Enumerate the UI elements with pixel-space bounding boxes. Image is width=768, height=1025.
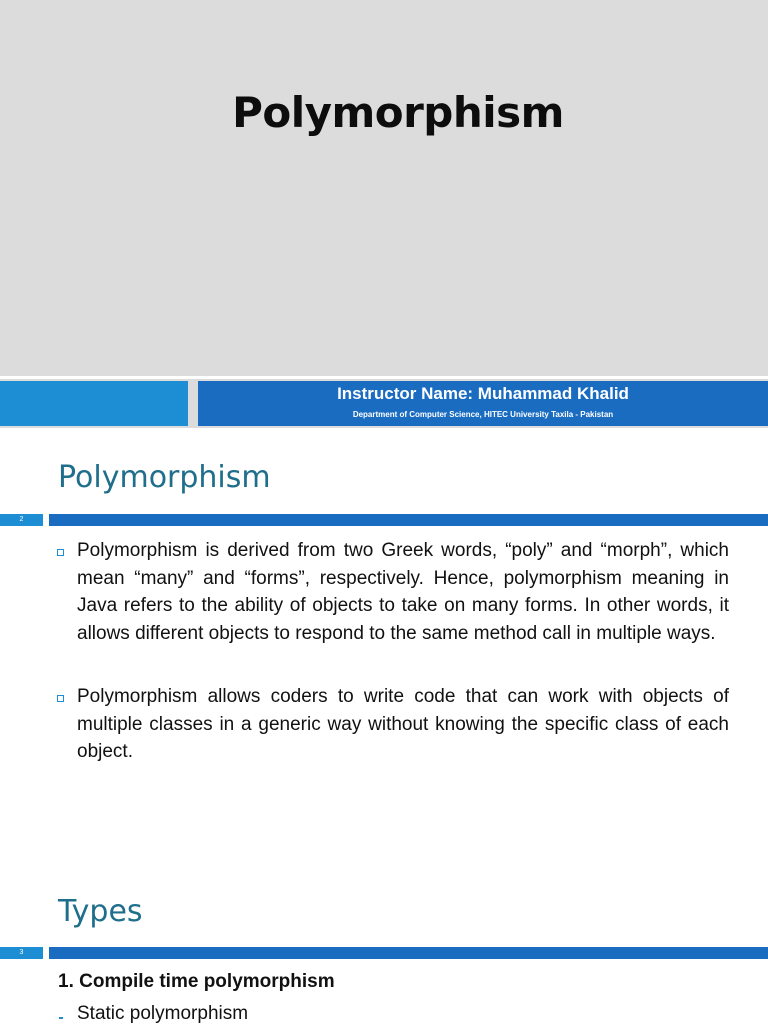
list-subitem: Static polymorphism — [77, 1003, 249, 1024]
heading-bar — [49, 514, 768, 526]
list-item: 1. Compile time polymorphism — [58, 971, 335, 992]
title-slide — [0, 0, 768, 428]
slide-number: 3 — [0, 947, 43, 959]
bullet-text: Polymorphism is derived from two Greek words, “poly” and “morph”, which mean “many” and “forms”, respectively. Hence, polymorphism meaning in Java refers to the ability of objects to take on many forms. In other words, it allows different objects to respond to the same method call in multiple ways. — [77, 540, 729, 644]
bullet-square-icon — [57, 549, 64, 556]
bullet-square-icon — [57, 695, 64, 702]
bullet-text: Polymorphism allows coders to write code that can work with objects of multiple classes in a generic way without knowing the specific class of each object. — [77, 686, 729, 762]
footer-accent-block — [0, 381, 188, 426]
slide-title: Polymorphism — [232, 88, 564, 137]
slide-heading: Polymorphism — [58, 460, 271, 495]
slide-heading: Types — [58, 894, 143, 929]
department-text: Department of Computer Science, HITEC University Taxila - Pakistan — [352, 410, 614, 419]
dash-bullet-icon — [59, 1017, 63, 1019]
divider — [0, 376, 768, 379]
heading-bar — [49, 947, 768, 959]
slide-number: 2 — [0, 514, 43, 526]
instructor-name: Instructor Name: Muhammad Khalid — [337, 384, 629, 403]
slide-separator — [0, 428, 768, 432]
